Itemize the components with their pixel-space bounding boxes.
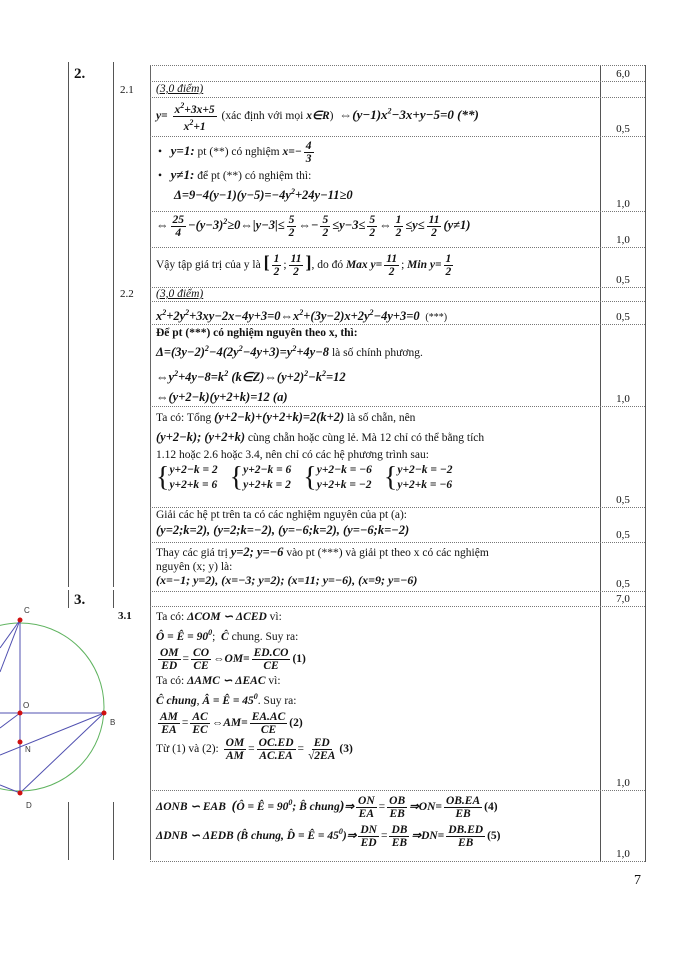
score: 6,0 <box>616 68 630 80</box>
label-b: B <box>110 718 116 727</box>
score: 0,5 <box>616 578 630 590</box>
rule <box>150 65 645 66</box>
point-c <box>18 618 23 623</box>
equation-system: { y+2−k = 6 y+2+k = 2 <box>229 462 292 493</box>
label-c: C <box>24 606 30 615</box>
rule <box>150 287 645 288</box>
score-left-border <box>600 65 601 862</box>
q22-row4: Giải các hệ pt trên ta có các nghiệm nguyên của pt (a): (y=2;k=2), (y=2;k=−2), (y=−6;k=2), (y=−6;k=−2) <box>156 509 410 537</box>
rule <box>150 591 645 592</box>
q22-row5: Thay các giá trị y=2; y=−6 vào pt (***) và giải pt theo x có các nghiệm nguyên (x; y) là: (x=−1; y=2), (x=−3; y=2); (x=11; y=−6), (x=9; y=−6) <box>156 545 489 587</box>
figure-lines <box>0 620 104 793</box>
page-number: 7 <box>634 873 641 888</box>
score: 0,5 <box>616 311 630 323</box>
question-number: 2. <box>74 66 86 82</box>
score: 1,0 <box>616 234 630 246</box>
q22-row2: Để pt (***) có nghiệm nguyên theo x, thì: $\Delta=(3y-2)^2-4(2y^2-4y+3)=y^2+4y-8$ là số chính phương. $\Leftrightarrow y^2+4y-8=k^2$ $(k\in Z)\Leftrightarrow(y+2)^2-k^2=12$ ⇔(y+2−k)(y+2+k)=12 (a) <box>156 327 423 405</box>
q2-sub-border <box>113 62 114 587</box>
q3-sub-border-lower <box>113 802 114 860</box>
point-d <box>18 791 23 796</box>
rule <box>150 136 645 137</box>
q21-row1: y= $\frac{x^2+3x+5}{x^2+1}$ (xác định với mọi x∈R) $\Leftrightarrow(y-1)x^2-3x+y-5=0$ (**) <box>156 101 479 133</box>
equation-system: { y+2−k = −6 y+2+k = −2 <box>303 462 372 493</box>
rule <box>150 606 645 607</box>
fraction: $\frac{x^2+3x+5}{x^2+1}$ <box>174 101 215 133</box>
score: 7,0 <box>616 593 630 605</box>
label-o: O <box>23 701 30 710</box>
rule <box>150 97 645 98</box>
part-heading: (3,0 điểm) <box>156 288 204 300</box>
score: 0,5 <box>616 274 630 286</box>
score: 1,0 <box>616 393 630 405</box>
equation-system: { y+2−k = −2 y+2+k = −6 <box>383 462 453 493</box>
q21-row2: • y=1: pt (**) có nghiệm x=− $\frac{4}{3}$ • y≠1: để pt (**) có nghiệm thì: $\Delta=9-4(y-1)(y-5)=-4y^2+24y-11\ge 0$ <box>158 140 353 203</box>
q22-row1: $x^2+2y^2+3xy-2x-4y+3=0\Leftrightarrow x^2+(3y-2)x+2y^2-4y+3=0$ (***) <box>156 308 448 324</box>
point-b <box>102 711 107 716</box>
label-n: N <box>25 745 31 754</box>
rule <box>150 542 645 543</box>
score: 1,0 <box>616 848 630 860</box>
score: 1,0 <box>616 777 630 789</box>
circle <box>0 623 104 791</box>
rule <box>150 301 645 302</box>
part-number: 3.1 <box>118 610 132 622</box>
point-n <box>18 740 23 745</box>
equation-system: { y+2−k = 2 y+2+k = 6 <box>156 462 218 493</box>
figure-points <box>18 618 107 796</box>
content-left-border <box>150 65 151 860</box>
rule <box>150 247 645 248</box>
score: 0,5 <box>616 529 630 541</box>
rule <box>150 790 645 791</box>
score: 1,0 <box>616 198 630 210</box>
question-number: 3. <box>74 592 86 608</box>
score: 0,5 <box>616 494 630 506</box>
score: 0,5 <box>616 123 630 135</box>
rule <box>150 861 645 862</box>
q31-row1: Ta có: ΔCOM ∽ ΔCED vì: Ô = Ê = $90^0$; Ĉ chung. Suy ra: $\frac{OM}{ED}$ = $\frac{CO}{CE}$ ⇔OM= $\frac{ED.CO}{CE}$ (1) Ta có: ΔAMC ∽ ΔEAC vì: Ĉ chung, Â = Ê = $45^0$. Suy ra: $\frac{AM}{EA}$ = $\frac{AC}{EC}$ ⇔AM= $\frac{EA.AC}{CE}$ (2) Từ (1) và (2): $\frac{OM}{AM}$ = $\frac{OC.ED}{AC.EA}$ = $\frac{ED}{√2EA}$ (3) <box>156 611 353 762</box>
part-number: 2.1 <box>120 84 134 96</box>
part-number: 2.2 <box>120 288 134 300</box>
rule <box>150 81 645 82</box>
q22-row3: Ta có: Tổng (y+2−k)+(y+2+k)=2(k+2) là số chẵn, nên (y+2−k); (y+2+k) cùng chẵn hoặc cùng lẻ. Mà 12 chỉ có thể bằng tích 1.12 hoặc 2.6 hoặc 3.4, nên chỉ có các hệ phương trình sau: { y+2−k = 2 y+2+k = 6 { y+2−k = 6 y+2+k = 2 { y+2−k = −6 y+2+k = −2 { y+2−k = −2 y+2+k = −6 <box>156 410 485 493</box>
point-o <box>18 711 23 716</box>
equation-systems <box>156 463 484 493</box>
geometry-figure <box>0 600 120 810</box>
q2-left-border <box>68 62 69 587</box>
q31-row2: ΔONB ∽ EAB (Ô = Ê = $90^0$; B̂ chung)⇒ $\frac{ON}{EA}$ = $\frac{OB}{EB}$ ⇒ON= $\frac{OB.EA}{EB}$ (4) ΔDNB ∽ ΔEDB (B̂ chung, D̂ = Ê = $45^0)\Rightarrow$ $\frac{DN}{ED}$ = $\frac{DB}{EB}$ ⇒DN= $\frac{DB.ED}{EB}$ (5) <box>156 795 501 849</box>
part-heading: (3,0 điểm) <box>156 83 204 95</box>
q3-left-border-lower <box>68 802 69 860</box>
label-d: D <box>26 801 32 810</box>
q21-row4: Vậy tập giá trị của y là [ $\frac{1}{2}$ ; $\frac{11}{2}$ ], do đó Max y= $\frac{11}{2}$ ; Min y= $\frac{1}{2}$ <box>156 252 452 278</box>
q21-row3: ⇔ $\frac{25}{4}$ $-(y-3)^2\ge 0\Leftrightarrow|y-3|\le$ $\frac{5}{2}$ ⇔− $\frac{5}{2}$ ≤y−3≤ $\frac{5}{2}$ ⇔ $\frac{1}{2}$ ≤y≤ $\frac{11}{2}$ (y≠1) <box>156 214 471 240</box>
rule <box>150 211 645 212</box>
score-right-border <box>645 65 646 862</box>
